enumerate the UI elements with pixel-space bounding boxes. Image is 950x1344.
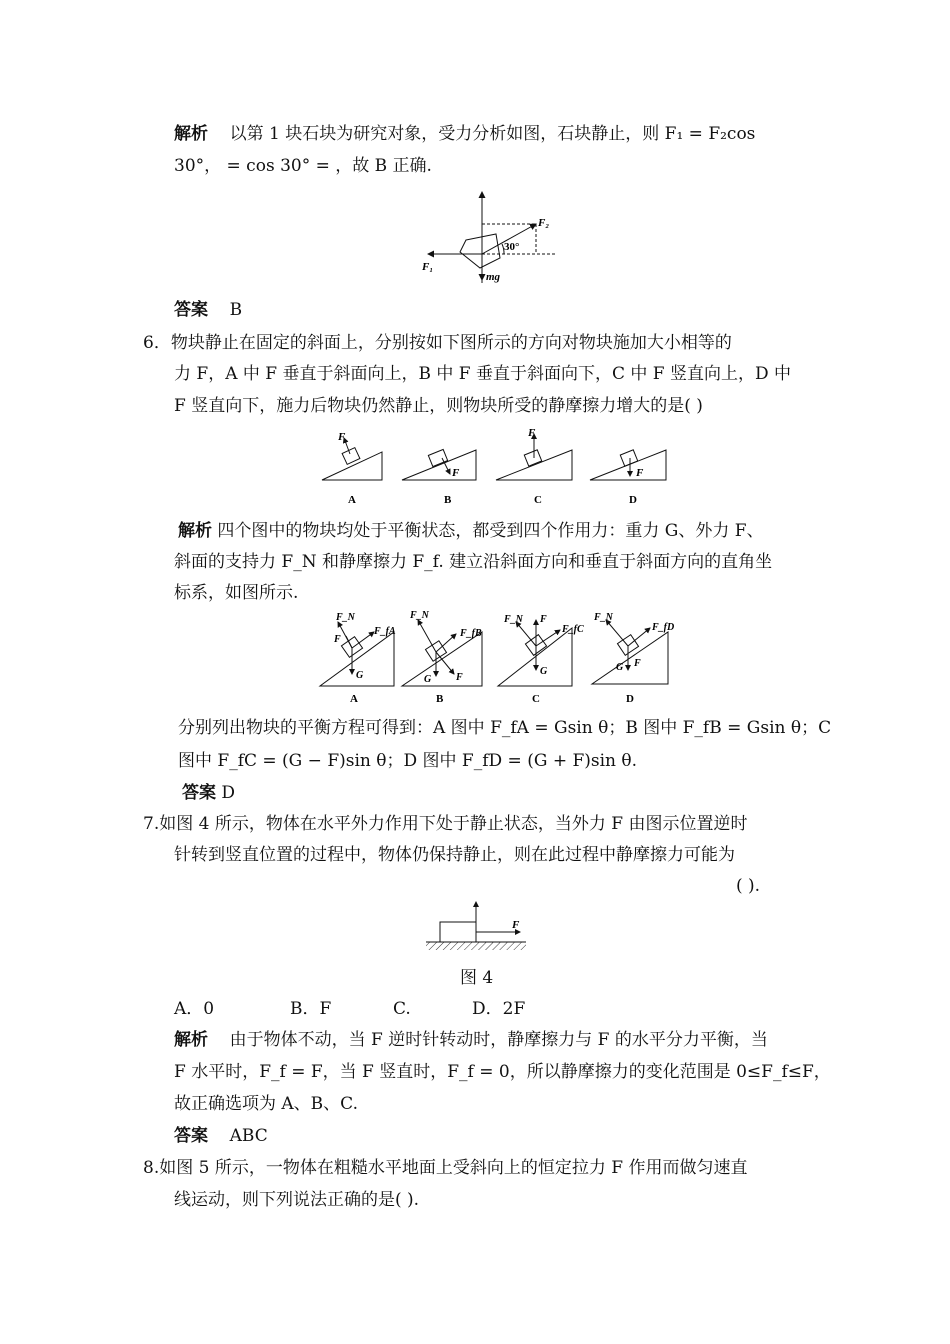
- svg-text:F_N: F_N: [594, 612, 613, 623]
- svg-text:D: D: [629, 494, 637, 506]
- q7-line3: ( ).: [736, 876, 761, 896]
- q7-exp-line2: F 水平时，F_f = F，当 F 竖直时，F_f = 0，所以静摩擦力的变化范围是 0≤F_f≤F，: [174, 1062, 831, 1082]
- q7-answer: [174, 1124, 268, 1148]
- q8-line2: 线运动，则下列说法正确的是( ).: [174, 1190, 420, 1210]
- block: [440, 922, 476, 942]
- svg-text:B: B: [444, 494, 452, 506]
- svg-text:B: B: [436, 693, 444, 705]
- q6-exp-line4: 分别列出物块的平衡方程可得到：A 图中 F_fA = Gsin θ；B 图中 F_fB = Gsin θ；C: [178, 718, 832, 738]
- f2-label: F₂: [538, 217, 550, 229]
- q7-option-d: D．2F: [472, 999, 526, 1019]
- jiexi-label: 解析: [174, 1030, 208, 1050]
- q6-analysis-d: [592, 612, 674, 705]
- svg-text:F_N: F_N: [410, 610, 429, 621]
- force-label: F: [512, 919, 520, 931]
- angle-label: 30°: [504, 241, 520, 253]
- q7-exp-line3: 故正确选项为 A、B、C.: [174, 1094, 358, 1114]
- svg-text:G: G: [616, 662, 624, 673]
- svg-text:F_fC: F_fC: [562, 624, 584, 635]
- q7-option-c: C.: [393, 999, 411, 1019]
- sec5-answer: [174, 298, 242, 322]
- q7-exp-text1: 由于物体不动，当 F 逆时针转动时，静摩擦力与 F 的水平分力平衡，当: [229, 1030, 768, 1050]
- answer-value: ABC: [229, 1126, 268, 1146]
- answer-value: B: [229, 300, 243, 320]
- svg-text:G: G: [356, 670, 364, 681]
- svg-text:F_fB: F_fB: [460, 628, 482, 639]
- f1-label: F₁: [422, 261, 434, 273]
- svg-text:D: D: [626, 693, 634, 705]
- svg-text:G: G: [424, 674, 432, 685]
- svg-text:F: F: [540, 614, 547, 625]
- svg-text:F_N: F_N: [336, 612, 355, 623]
- q6-answer: [182, 781, 235, 805]
- q6-exp-line5: 图中 F_fC = (G − F)sin θ；D 图中 F_fD = (G + F)sin θ.: [178, 751, 638, 771]
- svg-text:F: F: [452, 467, 460, 479]
- q6-incline-figures: [316, 428, 676, 510]
- q6-force-analysis-figures: [316, 608, 676, 708]
- q7-option-a: A．0: [174, 999, 215, 1019]
- svg-text:F: F: [528, 428, 536, 439]
- svg-text:F_N: F_N: [504, 614, 523, 625]
- q6-line1: 6．物块静止在固定的斜面上，分别按如下图所示的方向对物块施加大小相等的: [143, 333, 732, 353]
- svg-text:F: F: [456, 672, 463, 683]
- stone-block: [460, 234, 500, 268]
- svg-text:G: G: [540, 666, 548, 677]
- q6-exp-line1: [178, 519, 764, 543]
- jiexi-label: 解析: [174, 124, 208, 144]
- svg-text:F: F: [334, 634, 341, 645]
- q7-option-b: B．F: [290, 999, 332, 1019]
- q7-figure-caption: 图 4: [460, 968, 494, 988]
- q7-line1: 7.如图 4 所示，物体在水平外力作用下处于静止状态，当外力 F 由图示位置逆时: [143, 814, 748, 834]
- q6-exp-line3: 标系，如图所示.: [174, 583, 299, 603]
- svg-text:A: A: [350, 693, 358, 705]
- svg-text:F: F: [634, 658, 641, 669]
- q6-analysis-a: [320, 612, 396, 705]
- q6-figure-d: [590, 450, 666, 506]
- answer-label: 答案: [174, 1126, 208, 1146]
- q6-figure-c: [496, 428, 572, 506]
- svg-text:F: F: [636, 467, 644, 479]
- sec5-text1: 以第 1 块石块为研究对象，受力分析如图，石块静止，则 F₁ = F₂cos: [229, 124, 756, 144]
- q6-line2: 力 F，A 中 F 垂直于斜面向上，B 中 F 垂直于斜面向下，C 中 F 竖直向上，D 中: [174, 364, 792, 384]
- mg-label: mg: [486, 271, 501, 283]
- q6-line3: F 竖直向下，施力后物块仍然静止，则物块所受的静摩擦力增大的是( ): [174, 396, 703, 416]
- jiexi-label: 解析: [178, 521, 212, 541]
- svg-text:C: C: [534, 494, 542, 506]
- q6-figure-b: [402, 449, 476, 506]
- q6-analysis-c: [498, 614, 584, 705]
- answer-value: D: [221, 783, 236, 803]
- svg-text:A: A: [348, 494, 356, 506]
- svg-text:F_fD: F_fD: [652, 622, 675, 633]
- svg-text:F_fA: F_fA: [374, 626, 396, 637]
- sec5-explanation-line2: 30°， = cos 30° = ，故 B 正确.: [174, 156, 432, 176]
- answer-label: 答案: [182, 783, 216, 803]
- svg-text:F: F: [338, 431, 346, 443]
- q6-exp-line2: 斜面的支持力 F_N 和静摩擦力 F_f. 建立沿斜面方向和垂直于斜面方向的直角坐: [174, 552, 773, 572]
- q7-figure: [424, 898, 534, 958]
- q6-figure-a: [322, 431, 382, 506]
- stone-force-diagram: [418, 188, 558, 288]
- q7-exp-line1: [174, 1028, 768, 1052]
- ground-hatch: [426, 942, 526, 950]
- q6-exp-text1: 四个图中的物块均处于平衡状态，都受到四个作用力：重力 G、外力 F、: [217, 521, 764, 541]
- q7-line2: 针转到竖直位置的过程中，物体仍保持静止，则在此过程中静摩擦力可能为: [174, 845, 735, 865]
- q6-analysis-b: [402, 610, 482, 705]
- sec5-explanation-line1: [174, 122, 755, 146]
- answer-label: 答案: [174, 300, 208, 320]
- q8-line1: 8.如图 5 所示，一物体在粗糙水平地面上受斜向上的恒定拉力 F 作用而做匀速直: [143, 1158, 748, 1178]
- svg-text:C: C: [532, 693, 540, 705]
